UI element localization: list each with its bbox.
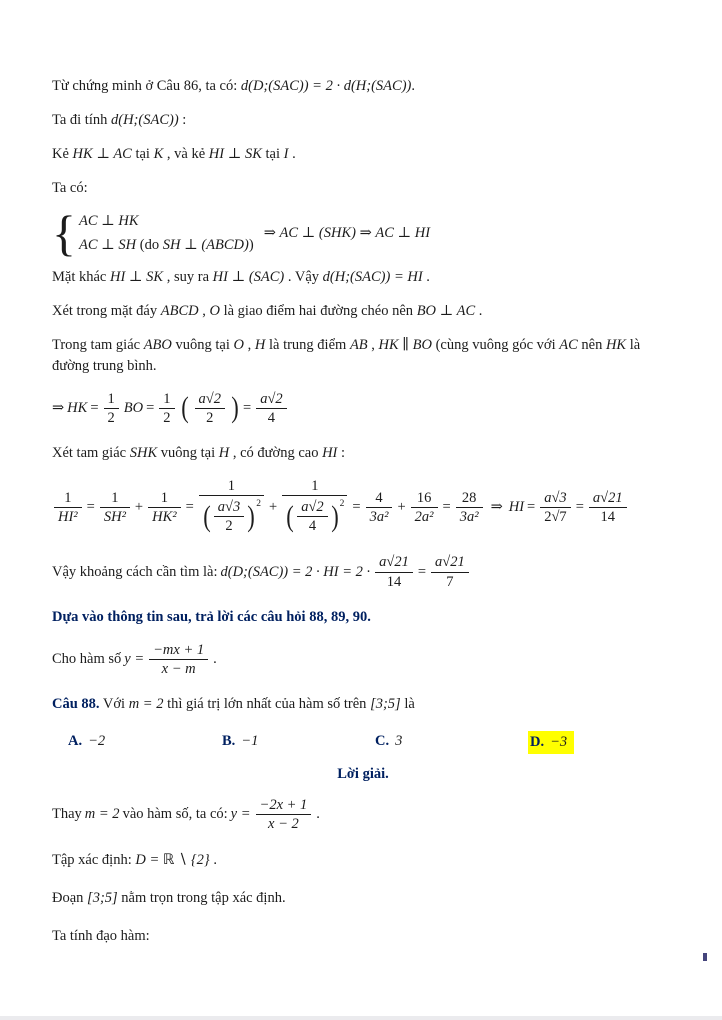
math-inline: SH ⊥ (ABCD) <box>162 236 249 253</box>
paragraph-interval <box>52 888 674 909</box>
implies-arrow: ⇒ <box>490 498 503 515</box>
math-inline: d(D;(SAC)) = 2 · HI = 2 · <box>220 563 371 580</box>
math-inline: HI ⊥ (SAC) <box>212 268 285 285</box>
math-inline: AC <box>559 336 578 353</box>
numerator: 1 <box>107 390 115 407</box>
numerator: 1 <box>163 390 171 407</box>
fraction <box>375 553 413 590</box>
numerator: a√21 <box>435 554 465 571</box>
text-run: , và kẻ <box>163 146 209 163</box>
denominator <box>282 495 347 537</box>
implies-arrow: ⇒ <box>355 224 376 241</box>
denominator: 2a² <box>411 507 438 526</box>
math-inline: SHK <box>129 445 158 462</box>
denominator: 3a² <box>456 507 483 526</box>
option-letter: C. <box>375 732 390 749</box>
numerator: 1 <box>111 489 119 506</box>
equals-sign: = <box>442 498 451 515</box>
denominator: SH² <box>100 507 130 526</box>
denominator: 2√7 <box>540 507 570 526</box>
numerator: 16 <box>416 489 432 506</box>
open-paren: ( <box>180 391 189 425</box>
denominator <box>199 495 264 537</box>
fraction <box>54 489 82 526</box>
math-inline: AC ⊥ SH <box>79 236 137 253</box>
text-run: . <box>475 302 483 319</box>
math-inline: AC ⊥ HI <box>375 224 431 241</box>
text-run: , <box>367 336 379 353</box>
denominator: 2 <box>195 408 225 427</box>
math-inline: BO <box>123 400 144 417</box>
inner-fraction <box>297 498 327 535</box>
denominator: HK² <box>148 507 181 526</box>
text-run: Đoạn <box>52 889 88 906</box>
question-88 <box>52 694 674 715</box>
text-run: . <box>213 650 217 667</box>
text-run: Từ chứng minh ở Câu 86, ta có: <box>52 78 241 94</box>
text-run: (do <box>136 236 163 253</box>
fraction <box>456 489 483 526</box>
text-run: tại <box>261 146 284 163</box>
fraction <box>149 641 208 678</box>
plus-sign: + <box>269 498 278 515</box>
math-inline: O <box>209 302 220 319</box>
text-run: , có đường cao <box>229 445 323 462</box>
math-inline: ABO <box>143 336 172 353</box>
text-run: vào hàm số, ta có: <box>122 806 228 823</box>
paragraph-domain <box>52 850 674 871</box>
close-paren: ) <box>330 499 339 533</box>
text-run: vuông tại <box>157 445 219 462</box>
fraction <box>256 796 312 833</box>
equation-hk <box>52 390 674 427</box>
math-inline: m = 2 <box>84 806 120 823</box>
fraction <box>366 489 393 526</box>
denominator: 2 <box>214 516 244 535</box>
substitution-line <box>52 796 674 833</box>
option-c <box>375 731 530 754</box>
denominator: 4 <box>297 516 327 535</box>
text-run: nằm trọn trong tập xác định. <box>117 889 286 906</box>
option-letter: D. <box>530 733 545 750</box>
option-letter: A. <box>68 732 83 749</box>
math-inline: y = <box>124 650 145 667</box>
system-conclusion <box>264 225 430 242</box>
text-run: . Vậy <box>284 268 323 285</box>
math-inline: HK <box>67 400 88 417</box>
equation-system <box>52 205 674 262</box>
math-inline: d(D;(SAC)) = 2 · d(H;(SAC)) <box>240 78 412 94</box>
text-run: Mặt khác <box>52 268 110 285</box>
option-d-highlighted <box>530 731 674 754</box>
equals-sign: = <box>86 498 95 515</box>
fraction-nested <box>282 477 347 537</box>
equals-sign: = <box>185 498 194 515</box>
denominator: 4 <box>256 408 286 427</box>
equals-sign: = <box>352 498 361 515</box>
math-inline: HK ∥ BO <box>378 336 432 353</box>
math-inline: m = 2 <box>128 695 164 712</box>
numerator: a√21 <box>379 554 409 571</box>
paragraph-xet-day <box>52 301 674 322</box>
fraction <box>195 390 225 427</box>
paragraph-triangle-abo <box>52 335 674 377</box>
option-a <box>68 731 222 754</box>
close-paren: ) <box>247 499 256 533</box>
denominator: 2 <box>104 408 119 427</box>
math-inline: [3;5] <box>370 695 401 712</box>
answer-highlight <box>528 731 574 754</box>
math-inline: d(H;(SAC)) <box>111 112 179 129</box>
text-run: Tập xác định: <box>52 851 136 868</box>
system-row <box>79 236 254 255</box>
text-run: là <box>400 695 415 712</box>
equals-sign: = <box>417 563 427 580</box>
left-brace: { <box>52 205 76 262</box>
question-label: Câu 88. <box>52 695 100 712</box>
option-b <box>222 731 375 754</box>
text-run: Ta đi tính <box>52 112 111 129</box>
text-run: , <box>244 336 255 353</box>
plus-sign: + <box>134 498 144 515</box>
denominator: HI² <box>54 507 82 526</box>
paragraph-triangle-shk <box>52 443 674 464</box>
exponent: 2 <box>339 499 345 510</box>
numerator: 1 <box>64 489 72 506</box>
paragraph-derivative-intro: Ta tính đạo hàm: <box>52 927 150 944</box>
implies-arrow: ⇒ <box>52 400 65 417</box>
math-inline: I <box>283 146 289 163</box>
denominator: x − m <box>149 659 208 678</box>
numerator: 1 <box>311 478 319 495</box>
text-run: vuông tại <box>171 336 234 353</box>
equals-sign: = <box>146 400 155 417</box>
math-inline: [3;5] <box>87 889 118 906</box>
math-inline: y = <box>230 806 251 823</box>
math-inline: d(H;(SAC)) = HI <box>322 268 423 285</box>
text-run: , <box>198 302 210 319</box>
text-run: tại <box>131 146 154 163</box>
fraction <box>431 553 469 590</box>
fraction-nested <box>199 477 264 537</box>
math-inline: HK ⊥ AC <box>72 146 132 163</box>
text-run: , suy ra <box>163 268 213 285</box>
text-run: là giao điểm hai đường chéo nên <box>219 302 417 319</box>
fraction <box>589 489 627 526</box>
denominator: x − 2 <box>256 814 312 833</box>
text-run: : <box>178 112 187 129</box>
math-inline: O <box>233 336 244 353</box>
math-inline: AC ⊥ (SHK) <box>279 224 356 241</box>
text-run: Vậy khoảng cách cần tìm là: <box>52 563 218 580</box>
text-run: . <box>411 78 415 94</box>
equals-sign: = <box>243 400 252 417</box>
math-inline: HI <box>508 498 525 515</box>
numerator: 28 <box>461 489 477 506</box>
exponent: 2 <box>256 499 262 510</box>
paragraph-compute-distance <box>52 110 674 131</box>
denominator: 14 <box>589 507 627 526</box>
numerator: a√3 <box>217 499 241 516</box>
page-bottom-edge <box>0 1016 722 1020</box>
system-row: AC ⊥ HK <box>79 213 139 230</box>
text-run: thì giá trị lớn nhất của hàm số trên <box>163 695 371 712</box>
section-heading-questions: Dựa vào thông tin sau, trả lời các câu hỏi 88, 89, 90. <box>52 608 371 625</box>
math-inline: HI ⊥ SK <box>109 268 164 285</box>
fraction <box>104 390 119 427</box>
math-inline: HI ⊥ SK <box>208 146 262 163</box>
numerator: a√2 <box>260 390 283 407</box>
footer-mark <box>703 953 707 961</box>
math-inline: ABCD <box>160 302 199 319</box>
numerator: 1 <box>160 489 168 506</box>
text-run: Xét trong mặt đáy <box>52 302 161 319</box>
text-run: Xét tam giác <box>52 445 130 462</box>
text-run: . <box>422 268 430 285</box>
math-inline: D = ℝ ∖ {2} <box>135 851 210 868</box>
inner-fraction <box>214 498 244 535</box>
fraction <box>540 489 570 526</box>
option-value: −1 <box>241 732 259 749</box>
numerator: −mx + 1 <box>153 641 205 658</box>
denominator: 7 <box>431 572 469 591</box>
text-run: là trung điểm <box>265 336 350 353</box>
text-run: nên <box>577 336 606 353</box>
text-run: Thay <box>52 806 82 823</box>
close-paren: ) <box>231 391 239 425</box>
numerator: a√2 <box>198 390 221 407</box>
fraction <box>100 489 130 526</box>
denominator: 2 <box>159 408 174 427</box>
equals-sign: = <box>527 498 536 515</box>
fraction <box>411 489 438 526</box>
math-inline: BO ⊥ AC <box>416 302 476 319</box>
denominator: 3a² <box>366 507 393 526</box>
paragraph-proof-intro <box>52 76 674 97</box>
math-inline: H <box>218 445 230 462</box>
open-paren: ( <box>286 499 294 533</box>
numerator: 4 <box>375 489 383 506</box>
paragraph-ta-co <box>52 178 674 199</box>
option-value: −2 <box>88 732 106 749</box>
implies-arrow: ⇒ <box>263 224 280 241</box>
math-inline: AB <box>349 336 368 353</box>
math-inline: HK <box>605 336 627 353</box>
paragraph-mat-khac <box>52 267 674 288</box>
numerator: 1 <box>227 478 236 495</box>
text-run: . <box>316 806 320 823</box>
denominator: 14 <box>375 572 413 591</box>
system-rows <box>79 212 254 255</box>
text-run: . <box>209 851 217 868</box>
text-run: ) <box>248 236 254 253</box>
text-run: Ta có: <box>52 180 88 197</box>
plus-sign: + <box>397 498 406 515</box>
numerator: a√21 <box>592 489 623 506</box>
text-run: Kẻ <box>52 146 73 163</box>
function-definition <box>52 641 674 678</box>
numerator: −2x + 1 <box>259 797 308 814</box>
math-inline: H <box>254 336 266 353</box>
equation-hi <box>52 477 674 537</box>
equals-sign: = <box>90 400 99 417</box>
numerator: a√2 <box>301 499 324 516</box>
numerator: a√3 <box>544 489 567 506</box>
option-value: 3 <box>395 732 403 749</box>
math-inline: HI <box>322 445 338 462</box>
equals-sign: = <box>575 498 584 515</box>
text-run: : <box>337 445 346 462</box>
text-run: là đường trung bình. <box>52 336 641 374</box>
text-run: (cùng vuông góc với <box>431 336 560 353</box>
text-run: Trong tam giác <box>52 336 144 353</box>
option-value: −3 <box>550 733 568 750</box>
answer-options-row <box>52 731 674 754</box>
paragraph-construction <box>52 144 674 165</box>
fraction <box>159 390 174 427</box>
equation-conclusion <box>52 553 674 590</box>
solution-heading: Lời giải. <box>337 766 389 783</box>
fraction <box>256 390 286 427</box>
math-inline: K <box>153 146 164 163</box>
text-run: Với <box>99 695 129 712</box>
text-run: Cho hàm số <box>52 650 122 667</box>
text-run: . <box>288 146 296 163</box>
open-paren: ( <box>203 499 211 533</box>
option-letter: B. <box>222 732 236 749</box>
fraction <box>148 489 181 526</box>
